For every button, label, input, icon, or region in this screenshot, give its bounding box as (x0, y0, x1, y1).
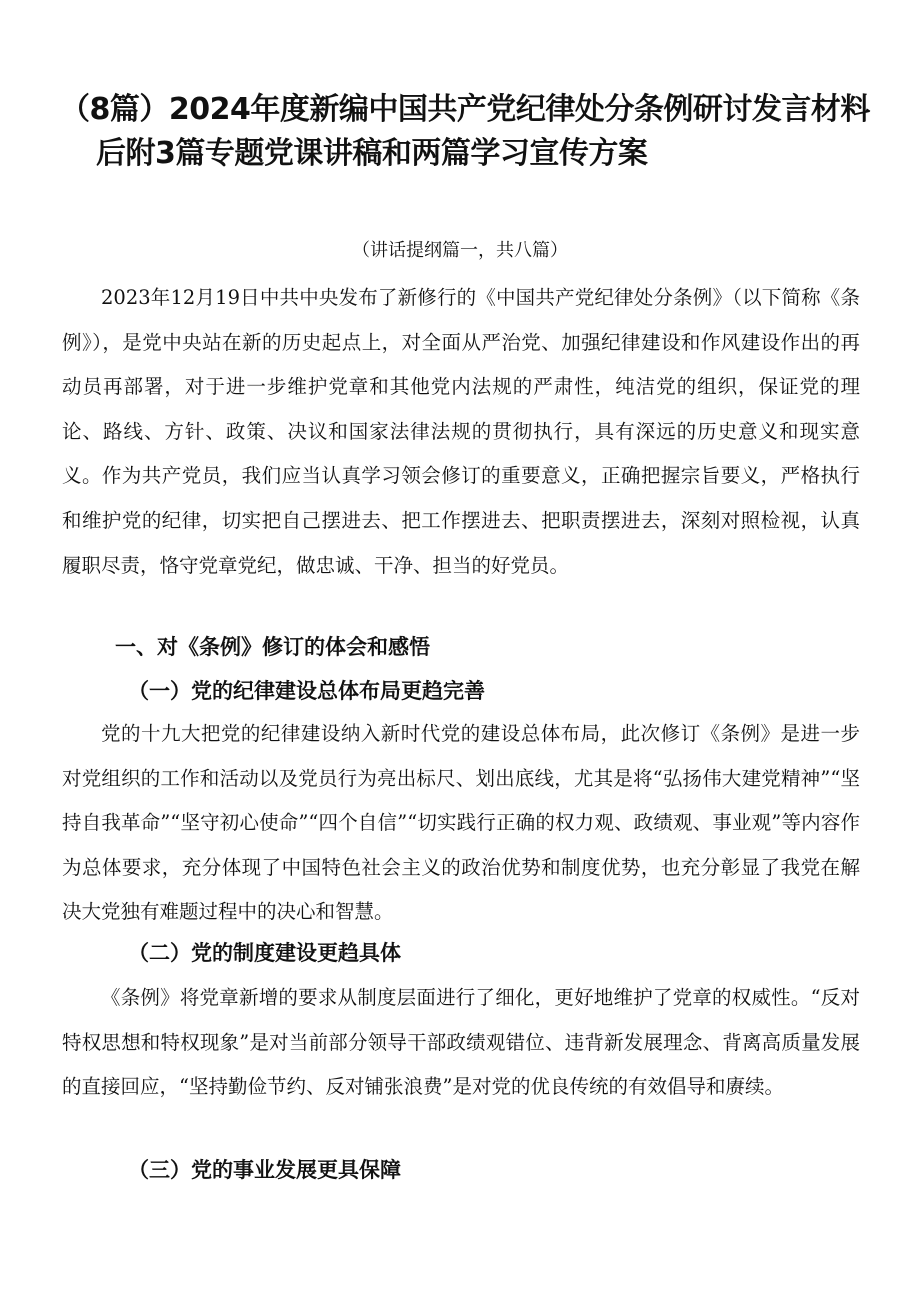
subsection-heading-1-2: （二）党的制度建设更趋具体 (128, 941, 401, 965)
paragraph-1-2: 《条例》将党章新增的要求从制度层面进行了细化，更好地维护了党章的权威性。“反对特权思想和特权现象”是对当前部分领导干部政绩观错位、违背新发展理念、背离高质量发展的直接回应，“坚持勤俭节约、反对铺张浪费”是对党的优良传统的有效倡导和赓续。 (62, 986, 860, 1099)
document-title-line-1: （8篇）2024年度新编中国共产党纪律处分条例研讨发言材料 (60, 92, 870, 127)
subsection-heading-1-1: （一）党的纪律建设总体布局更趋完善 (128, 679, 485, 703)
paragraph-intro: 2023年12月19日中共中央发布了新修行的《中国共产党纪律处分条例》（以下简称《条例》），是党中央站在新的历史起点上，对全面从严治党、加强纪律建设和作风建设作出的再动员再部署，对于进一步维护党章和其他党内法规的严肃性，纯洁党的组织，保证党的理论、路线、方针、政策、决议和国家法律法规的贯彻执行，具有深远的历史意义和现实意义。作为共产党员，我们应当认真学习领会修订的重要意义，正确把握宗旨要义，严格执行和维护党的纪律，切实把自己摆进去、把工作摆进去、把职责摆进去，深刻对照检视，认真履职尽责，恪守党章党纪，做忠诚、干净、担当的好党员。 (62, 286, 860, 577)
document-title (60, 88, 880, 176)
document-title-line-2: 后附3篇专题党课讲稿和两篇学习宣传方案 (96, 136, 648, 171)
paragraph-1-1: 党的十九大把党的纪律建设纳入新时代党的建设总体布局，此次修订《条例》是进一步对党组织的工作和活动以及党员行为亮出标尺、划出底线，尤其是将“弘扬伟大建党精神”“坚持自我革命”“坚守初心使命”“四个自信”“切实践行正确的权力观、政绩观、事业观”等内容作为总体要求，充分体现了中国特色社会主义的政治优势和制度优势，也充分彰显了我党在解决大党独有难题过程中的决心和智慧。 (62, 722, 860, 924)
document-subtitle: （讲话提纲篇一，共八篇） (352, 240, 568, 261)
section-heading-1: 一、对《条例》修订的体会和感悟 (115, 635, 430, 659)
subsection-heading-1-3: （三）党的事业发展更具保障 (128, 1158, 401, 1182)
